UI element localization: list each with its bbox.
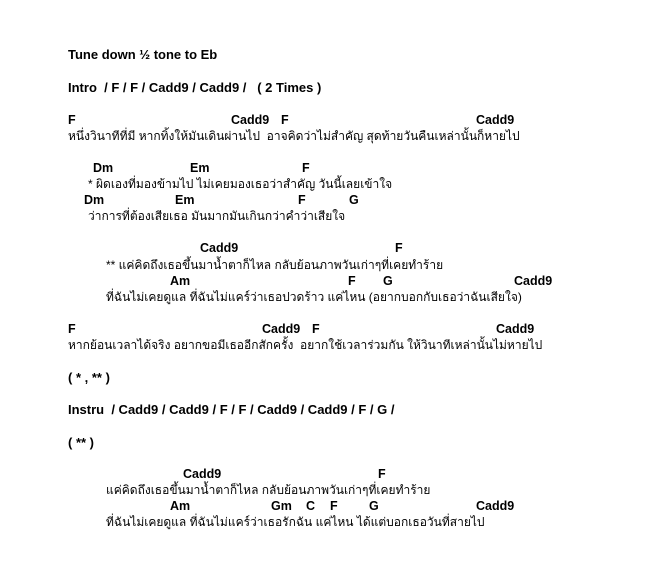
chord: F (68, 113, 76, 127)
lyric-line: ว่าการที่ต้องเสียเธอ มันมากมันเกินกว่าคำว่าเสียใจ (88, 209, 346, 223)
lyric-line: ** แค่คิดถึงเธอขึ้นมาน้ำตาก็ไหล กลับย้อนภาพวันเก่าๆที่เคยทำร้าย (106, 258, 444, 272)
chord: F (281, 113, 289, 127)
chord: Cadd9 (200, 241, 239, 255)
chord: Em (175, 193, 195, 207)
chord: Dm (84, 193, 105, 207)
chord: Dm (93, 161, 114, 175)
chord: Cadd9 (476, 113, 515, 127)
chord: Gm (271, 499, 292, 513)
chord: Am (170, 499, 191, 513)
chord: Am (170, 274, 191, 288)
chord: F (68, 322, 76, 336)
lyric-line: หนึ่งวินาทีที่มี หากทิ้งให้มันเดินผ่านไป อาจคิดว่าไม่สำคัญ สุดท้ายวันคืนเหล่านั้นก็หายไป (68, 129, 520, 143)
tuning-note: Tune down ½ tone to Eb (68, 47, 218, 62)
instru-line: Instru / Cadd9 / Cadd9 / F / F / Cadd9 / Cadd9 / F / G / (68, 402, 395, 417)
chord: Cadd9 (476, 499, 515, 513)
intro-line: Intro / F / F / Cadd9 / Cadd9 / ( 2 Times ) (68, 80, 322, 95)
chord: F (378, 467, 386, 481)
chord: Cadd9 (262, 322, 301, 336)
chord: Cadd9 (231, 113, 270, 127)
chord: Em (190, 161, 210, 175)
chord: G (383, 274, 393, 288)
chord: F (312, 322, 320, 336)
chord: Cadd9 (514, 274, 553, 288)
chord: F (298, 193, 306, 207)
lyric-line: หากย้อนเวลาได้จริง อยากขอมีเธออีกสักครั้ง อยากใช้เวลาร่วมกัน ให้วินาทีเหล่านั้นไม่หายไป (68, 338, 543, 352)
chord: G (369, 499, 379, 513)
chord: F (348, 274, 356, 288)
lyric-line: * ผิดเองที่มองข้ามไป ไม่เคยมองเธอว่าสำคัญ วันนี้เลยเข้าใจ (88, 177, 393, 191)
chord: Cadd9 (496, 322, 535, 336)
lyric-line: ที่ฉันไม่เคยดูแล ที่ฉันไม่แคร์ว่าเธอรักฉัน แค่ไหน ได้แต่บอกเธอวันที่สายไป (106, 515, 485, 529)
chord: Cadd9 (183, 467, 222, 481)
outro-marker: ( ** ) (68, 435, 94, 450)
chord: F (330, 499, 338, 513)
chord: F (302, 161, 310, 175)
chord: C (306, 499, 316, 513)
lyric-line: แค่คิดถึงเธอขึ้นมาน้ำตาก็ไหล กลับย้อนภาพวันเก่าๆที่เคยทำร้าย (106, 483, 431, 497)
lyric-line: ที่ฉันไม่เคยดูแล ที่ฉันไม่แคร์ว่าเธอปวดร้าว แค่ไหน (อยากบอกกับเธอว่าฉันเสียใจ) (106, 290, 522, 304)
chord: F (395, 241, 403, 255)
repeat-marker: ( * , ** ) (68, 370, 110, 385)
chord: G (349, 193, 359, 207)
